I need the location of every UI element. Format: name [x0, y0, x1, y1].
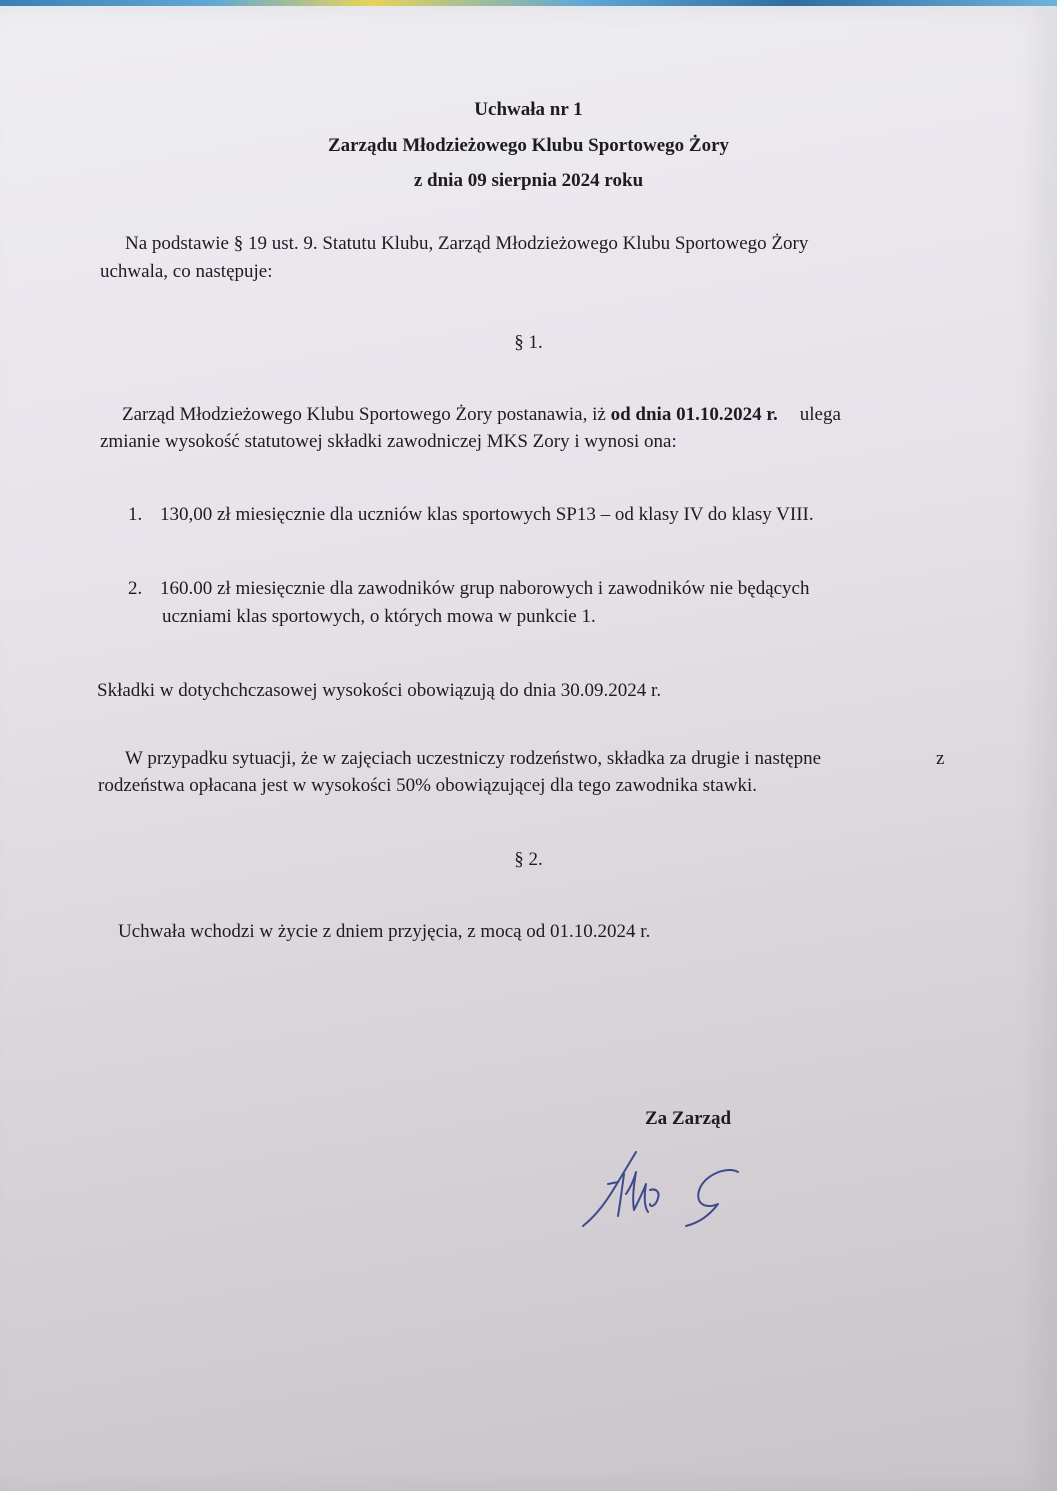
- intro-line-1: Na podstawie § 19 ust. 9. Statutu Klubu, Zarząd Młodzieżowego Klubu Sportowego Żory: [125, 233, 809, 254]
- signoff-label: Za Zarząd: [645, 1108, 732, 1129]
- section-1-paragraph-verb: ulega: [799, 404, 841, 425]
- list-item-1-number: 1.: [128, 504, 143, 525]
- section-1-paragraph-line-2: zmianie wysokość statutowej składki zawodniczej MKS Zory i wynosi ona:: [100, 431, 677, 452]
- list-item-2-number: 2.: [128, 578, 143, 599]
- list-item-2-text-line-2: uczniami klas sportowych, o których mowa w punkcie 1.: [162, 606, 596, 627]
- sibling-discount-line-2: rodzeństwa opłacana jest w wysokości 50% obowiązującej dla tego zawodnika stawki.: [98, 775, 757, 796]
- fee-validity-note: Składki w dotychchczasowej wysokości obowiązują do dnia 30.09.2024 r.: [97, 680, 662, 701]
- intro-line-2: uchwala, co następuje:: [100, 261, 273, 282]
- section-1-paragraph-line-1: [122, 403, 841, 427]
- sibling-discount-trailing: z: [936, 748, 945, 769]
- section-2-text: Uchwała wchodzi w życie z dniem przyjęcia, z mocą od 01.10.2024 r.: [118, 921, 651, 942]
- document-date: z dnia 09 sierpnia 2024 roku: [413, 170, 644, 191]
- effective-date: od dnia 01.10.2024 r.: [610, 404, 778, 425]
- section-2-heading: § 2.: [514, 849, 543, 870]
- document-title: Uchwała nr 1: [474, 99, 583, 120]
- section-1-paragraph-text: Zarząd Młodzieżowego Klubu Sportowego Żory postanawia, iż: [122, 404, 611, 425]
- list-item-1-text: 130,00 zł miesięcznie dla uczniów klas sportowych SP13 – od klasy IV do klasy VIII.: [160, 504, 814, 525]
- handwritten-signature: [578, 1144, 758, 1234]
- section-1-heading: § 1.: [514, 332, 543, 353]
- document-page: [0, 6, 1057, 1491]
- list-item-2-text-line-1: 160.00 zł miesięcznie dla zawodników grup naborowych i zawodników nie będących: [160, 578, 810, 599]
- sibling-discount-line-1: W przypadku sytuacji, że w zajęciach uczestniczy rodzeństwo, składka za drugie i następne: [125, 748, 822, 769]
- document-subtitle: Zarządu Młodzieżowego Klubu Sportowego Żory: [327, 135, 730, 156]
